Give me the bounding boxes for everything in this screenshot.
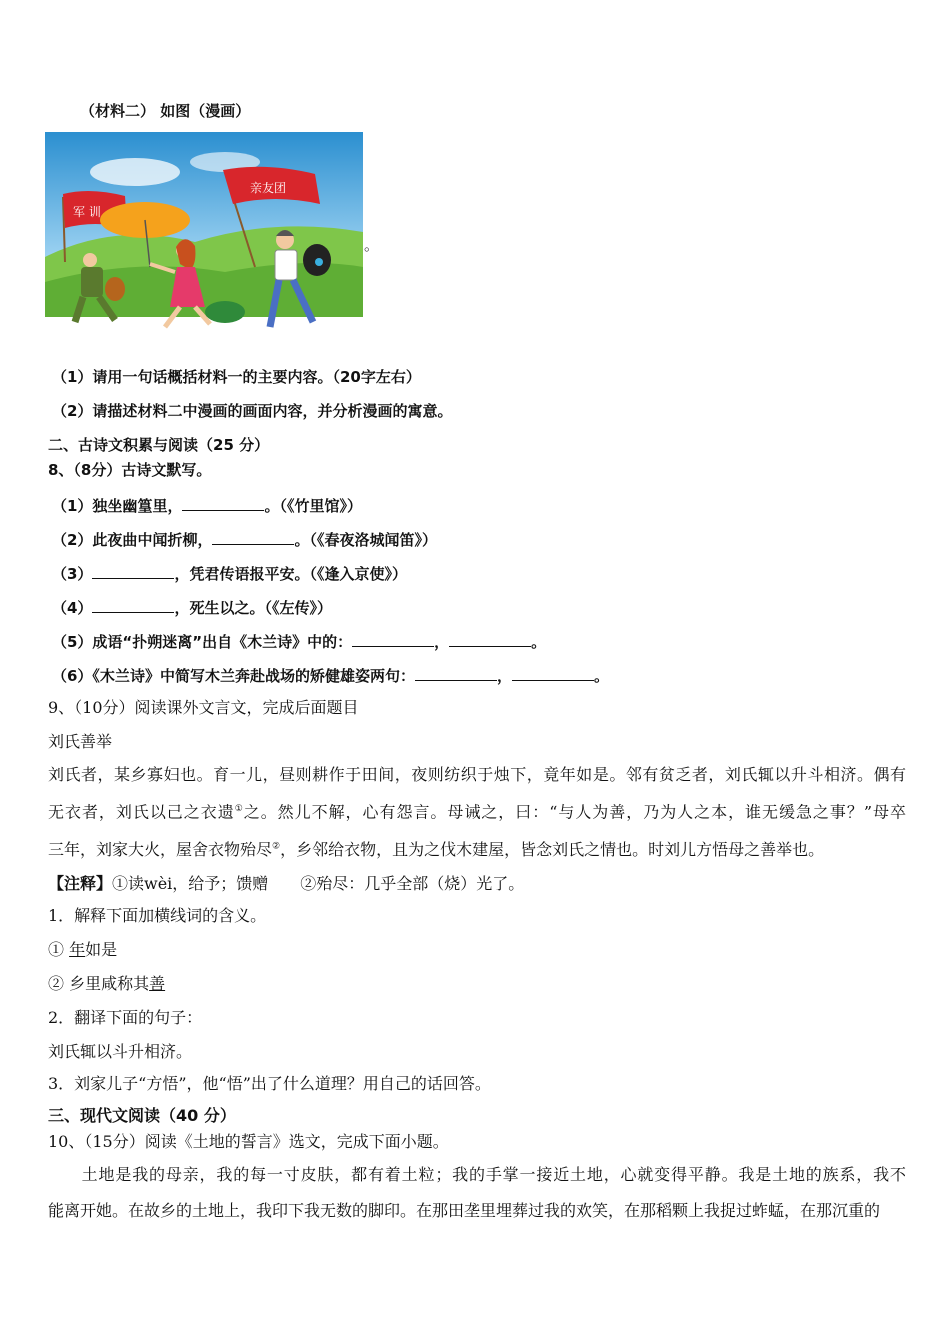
comic-illustration bbox=[45, 132, 363, 344]
q8-line2-source: 。（《春夜洛城闻笛》） bbox=[294, 531, 437, 549]
q9-passage-line3 bbox=[48, 842, 824, 858]
q9-header: 9、（10分）阅读课外文言文，完成后面题目 bbox=[48, 698, 359, 717]
q9-q1b bbox=[48, 976, 165, 992]
q8-line6 bbox=[52, 666, 609, 684]
answer-blank[interactable] bbox=[415, 666, 497, 681]
section3-title: 三、现代文阅读（40 分） bbox=[48, 1106, 236, 1125]
q8-line6-comma: ， bbox=[496, 667, 512, 685]
answer-blank[interactable] bbox=[212, 530, 294, 545]
q10-header: 10、（15分）阅读《土地的誓言》选文，完成下面小题。 bbox=[48, 1132, 449, 1151]
soldier-head bbox=[83, 253, 97, 267]
answer-blank[interactable] bbox=[92, 598, 174, 613]
q9-q1a bbox=[48, 942, 117, 958]
q8-line6-end: 。 bbox=[593, 667, 609, 685]
q8-line4 bbox=[52, 598, 332, 616]
q8-header: 8、（8分）古诗文默写。 bbox=[48, 461, 212, 479]
q1a-underlined-word: 年 bbox=[69, 940, 86, 959]
q1b-text: ② 乡里咸称其 bbox=[48, 974, 150, 993]
q8-line5-comma: ， bbox=[434, 633, 450, 651]
q10-passage-line2: 能离开她。在故乡的土地上，我印下我无数的脚印。在那田垄里埋葬过我的欢笑，在那稻颗上我捉过蚱蜢，在那沉重的 bbox=[48, 1201, 881, 1220]
answer-blank[interactable] bbox=[512, 666, 594, 681]
q8-line2 bbox=[52, 530, 437, 548]
soldier-body bbox=[81, 267, 103, 297]
q8-line2-text: （2）此夜曲中闻折柳， bbox=[52, 531, 213, 549]
notes-text: ①读wèi，给予；馈赠 ②殆尽：几乎全部（烧）光了。 bbox=[112, 874, 525, 893]
soldier-bag bbox=[105, 277, 125, 301]
q10-passage-line1: 土地是我的母亲，我的每一寸皮肤，都有着土粒；我的手掌一接近土地，心就变得平静。我是土地的族系，我不 bbox=[48, 1165, 906, 1184]
flag-right-label: 亲友团 bbox=[250, 181, 287, 195]
q8-line3-num: （3） bbox=[52, 565, 93, 583]
q9-q3: 3．刘家儿子“方悟”，他“悟”出了什么道理？用自己的话回答。 bbox=[48, 1074, 491, 1093]
answer-blank[interactable] bbox=[182, 496, 264, 511]
cloud bbox=[90, 158, 180, 186]
answer-blank[interactable] bbox=[352, 632, 434, 647]
answer-blank[interactable] bbox=[449, 632, 531, 647]
q7-sub2: （2）请描述材料二中漫画的画面内容，并分析漫画的寓意。 bbox=[52, 402, 453, 420]
q8-line1 bbox=[52, 496, 362, 514]
notes-label: 【注释】 bbox=[48, 874, 113, 893]
watermelon-bag bbox=[205, 301, 245, 323]
q8-line6-text: （6）《木兰诗》中简写木兰奔赴战场的矫健雄姿两句： bbox=[52, 667, 415, 685]
footnote-mark: ② bbox=[272, 841, 281, 852]
answer-blank[interactable] bbox=[92, 564, 174, 579]
material2-title: （材料二） 如图（漫画） bbox=[80, 102, 251, 120]
ground bbox=[45, 317, 363, 344]
q9-q2: 2．翻译下面的句子： bbox=[48, 1008, 203, 1027]
q1a-rest: 如是 bbox=[85, 940, 118, 959]
backpack-logo bbox=[315, 258, 323, 266]
q8-line1-source: 。（《竹里馆》） bbox=[264, 497, 362, 515]
section2-title: 二、古诗文积累与阅读（25 分） bbox=[48, 436, 270, 454]
q9-passage-line2 bbox=[48, 792, 906, 829]
q9-q1: 1．解释下面加横线词的含义。 bbox=[48, 906, 267, 925]
q9-q2-sentence: 刘氏辄以斗升相济。 bbox=[48, 1042, 193, 1061]
q8-line3-text: ，凭君传语报平安。（《逢入京使》） bbox=[174, 565, 407, 583]
comic-trailing-mark: 。 bbox=[364, 236, 380, 254]
q9-passage-title: 刘氏善举 bbox=[48, 732, 113, 751]
q8-line5-end: 。 bbox=[531, 633, 547, 651]
q8-line5-text: （5）成语“扑朔迷离”出自《木兰诗》中的： bbox=[52, 633, 353, 651]
boy-shirt bbox=[275, 250, 297, 280]
q8-line5 bbox=[52, 632, 546, 650]
footnote-mark: ① bbox=[234, 804, 244, 814]
q9-passage-line1: 刘氏者，某乡寡妇也。育一儿，昼则耕作于田间，夜则纺织于烛下，竟年如是。邻有贫乏者，刘氏辄以升斗相济。偶有 bbox=[48, 765, 906, 784]
q8-line4-num: （4） bbox=[52, 599, 93, 617]
q1b-underlined-word: 善 bbox=[149, 974, 166, 993]
q9-p3-b: ，乡邻给衣物，且为之伐木建屋，皆念刘氏之情也。时刘儿方悟母之善举也。 bbox=[280, 840, 825, 859]
q8-line4-text: ，死生以之。（《左传》） bbox=[174, 599, 332, 617]
q9-p2-a: 无衣者，刘氏以己之衣遗 bbox=[48, 802, 235, 822]
q8-line3 bbox=[52, 564, 407, 582]
q1a-mark: ① bbox=[48, 940, 70, 959]
q8-line1-text: （1）独坐幽篁里， bbox=[52, 497, 183, 515]
q9-notes bbox=[48, 876, 524, 892]
q7-sub1: （1）请用一句话概括材料一的主要内容。（20字左右） bbox=[52, 368, 421, 386]
flag-left-label: 军 训 bbox=[73, 205, 101, 219]
q9-p3-a: 三年，刘家大火，屋舍衣物殆尽 bbox=[48, 840, 273, 859]
q9-p2-b: 之。然儿不解，心有怨言。母诫之，曰：“与人为善，乃为人之本，谁无缓急之事？”母卒 bbox=[243, 802, 906, 822]
